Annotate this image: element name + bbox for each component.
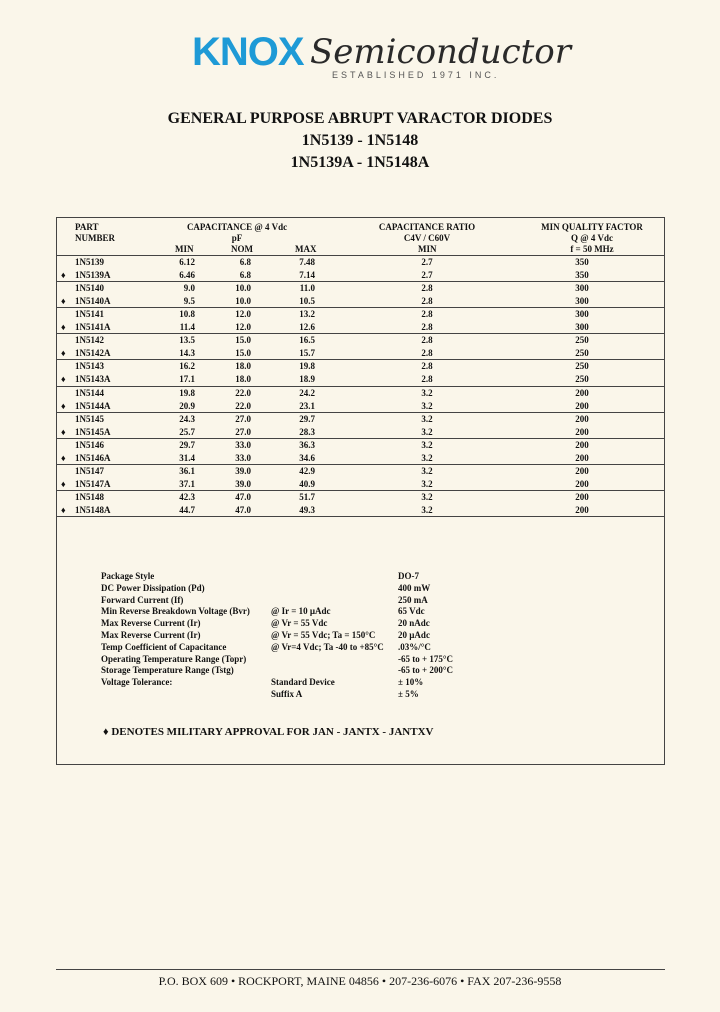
part-number: 1N5146A	[75, 452, 111, 463]
cap-nom: 27.0	[235, 426, 251, 437]
cap-max: 19.8	[299, 361, 315, 372]
part-range-1: 1N5139 - 1N5148	[301, 132, 419, 149]
cap-min: 44.7	[179, 504, 195, 515]
military-mark: ♦	[61, 426, 66, 437]
quality-factor: 200	[575, 478, 589, 489]
cap-max: 16.5	[299, 335, 315, 346]
military-mark: ♦	[61, 478, 66, 489]
cap-ratio: 3.2	[421, 491, 433, 502]
cap-min: 14.3	[179, 348, 195, 359]
logo-name: Semiconductor	[310, 32, 572, 72]
cap-max: 15.7	[299, 348, 315, 359]
cap-max: 34.6	[299, 452, 315, 463]
cap-ratio: 2.8	[421, 374, 433, 385]
spec-label: Package Style	[101, 571, 155, 581]
quality-factor: 200	[575, 400, 589, 411]
header-cap-line2: pF	[231, 233, 243, 243]
military-mark: ♦	[61, 296, 66, 307]
cap-ratio: 3.2	[421, 439, 433, 450]
table-row	[57, 491, 664, 503]
cap-max: 40.9	[299, 478, 315, 489]
part-number: 1N5142	[75, 335, 104, 346]
document-title: GENERAL PURPOSE ABRUPT VARACTOR DIODES	[167, 110, 553, 127]
part-number: 1N5139	[75, 257, 104, 267]
part-number: 1N5145	[75, 413, 104, 424]
part-number: 1N5140A	[75, 296, 111, 307]
spec-label: Max Reverse Current (Ir)	[101, 618, 201, 629]
quality-factor: 300	[575, 283, 589, 294]
cap-ratio: 3.2	[421, 426, 433, 437]
spec-label: Forward Current (If)	[101, 594, 184, 605]
part-number: 1N5147	[75, 465, 104, 476]
cap-nom: 47.0	[235, 491, 251, 502]
cap-min: 6.46	[179, 270, 195, 281]
header-quality	[512, 222, 672, 255]
spec-label: Max Reverse Current (Ir)	[101, 630, 201, 640]
footer-contact: P.O. BOX 609 • ROCKPORT, MAINE 04856 • 207-236-6076 • FAX 207-236-9558	[158, 974, 562, 988]
quality-factor: 350	[575, 270, 589, 281]
cap-ratio: 2.8	[421, 309, 433, 320]
quality-factor: 200	[575, 439, 589, 450]
spec-value: -65 to + 200°C	[398, 665, 453, 676]
table-row	[57, 347, 664, 359]
military-mark: ♦	[61, 374, 66, 385]
spec-row	[101, 688, 661, 700]
table-row	[57, 256, 664, 268]
cap-ratio: 3.2	[421, 504, 433, 515]
cap-nom: 12.0	[235, 322, 251, 333]
quality-factor: 200	[575, 452, 589, 463]
quality-factor: 200	[575, 387, 589, 398]
cap-ratio: 3.2	[421, 478, 433, 489]
cap-max: 51.7	[299, 491, 315, 502]
table-row	[57, 321, 664, 333]
table-row	[57, 308, 664, 320]
table-row	[57, 426, 664, 438]
quality-factor: 250	[575, 348, 589, 359]
cap-max: 49.3	[299, 504, 315, 515]
cap-nom: 33.0	[235, 452, 251, 463]
table-row	[57, 373, 664, 385]
spec-row	[101, 570, 661, 582]
spec-table-box	[56, 217, 665, 765]
cap-ratio: 3.2	[421, 465, 433, 476]
part-range-2: 1N5139A - 1N5148A	[290, 154, 430, 171]
spec-value: -65 to + 175°C	[398, 653, 453, 664]
table-row	[57, 413, 664, 425]
cap-ratio: 2.8	[421, 296, 433, 307]
cap-max: 42.9	[299, 465, 315, 476]
spec-condition: Standard Device	[271, 677, 335, 688]
spec-label: Temp Coefficient of Capacitance	[101, 641, 227, 652]
quality-factor: 200	[575, 413, 589, 424]
spec-label: Storage Temperature Range (Tstg)	[101, 665, 234, 676]
military-note: ♦ DENOTES MILITARY APPROVAL FOR JAN - JANTX - JANTXV	[103, 726, 434, 738]
logo-established: ESTABLISHED 1971 INC.	[332, 70, 500, 80]
quality-factor: 250	[575, 361, 589, 372]
table-row	[57, 465, 664, 477]
cap-max: 23.1	[299, 400, 315, 411]
cap-max: 13.2	[299, 309, 315, 320]
table-row	[57, 439, 664, 451]
part-number: 1N5139A	[75, 270, 111, 281]
spec-row	[101, 582, 661, 594]
cap-ratio: 2.8	[421, 361, 433, 372]
quality-factor: 300	[575, 296, 589, 307]
part-number: 1N5148A	[75, 504, 111, 515]
cap-nom: 15.0	[235, 335, 251, 346]
cap-ratio: 3.2	[421, 400, 433, 411]
cap-min: 13.5	[179, 335, 195, 346]
cap-min: 29.7	[179, 439, 195, 450]
cap-min: 11.4	[179, 322, 195, 333]
table-row	[57, 269, 664, 281]
spec-label: Operating Temperature Range (Topr)	[101, 653, 247, 664]
part-number: 1N5143A	[75, 374, 111, 385]
cap-min: 17.1	[179, 374, 195, 385]
part-number: 1N5141A	[75, 322, 111, 333]
spec-row	[101, 676, 661, 688]
header-ratio-line1: CAPACITANCE RATIO	[378, 222, 476, 232]
quality-factor: 250	[575, 335, 589, 346]
quality-factor: 350	[575, 257, 589, 267]
cap-nom: 27.0	[235, 413, 251, 424]
header-q-line3: f = 50 MHz	[570, 244, 614, 254]
table-row	[57, 295, 664, 307]
header-part-line1: PART	[75, 222, 99, 232]
part-number: 1N5143	[75, 361, 104, 372]
cap-max: 24.2	[299, 387, 315, 398]
cap-max: 7.14	[299, 270, 315, 281]
group-divider	[57, 516, 664, 517]
military-mark: ♦	[61, 504, 66, 515]
header-ratio	[367, 222, 487, 244]
part-number: 1N5146	[75, 439, 104, 450]
footer-divider	[56, 969, 665, 970]
cap-nom: 22.0	[235, 400, 251, 411]
header-q-line1: MIN QUALITY FACTOR	[541, 222, 643, 232]
cap-min: 6.12	[179, 257, 195, 267]
header-min: MIN	[175, 244, 194, 254]
cap-nom: 10.0	[235, 296, 251, 307]
cap-ratio: 2.8	[421, 348, 433, 359]
cap-nom: 6.8	[239, 270, 251, 281]
part-number: 1N5144	[75, 387, 104, 398]
spec-value: .03%/°C	[398, 641, 431, 652]
cap-ratio: 3.2	[421, 413, 433, 424]
spec-row	[101, 664, 661, 676]
spec-label: Voltage Tolerance:	[101, 677, 173, 688]
spec-row	[101, 629, 661, 641]
header-max: MAX	[295, 244, 317, 254]
spec-value: 400 mW	[398, 582, 431, 593]
cap-nom: 33.0	[235, 439, 251, 450]
quality-factor: 300	[575, 309, 589, 320]
cap-max: 10.5	[299, 296, 315, 307]
spec-value: 20 nAdc	[398, 618, 430, 629]
spec-row	[101, 605, 661, 617]
cap-min: 10.8	[179, 309, 195, 320]
cap-ratio: 2.7	[421, 257, 433, 267]
quality-factor: 200	[575, 465, 589, 476]
part-number: 1N5145A	[75, 426, 111, 437]
cap-nom: 22.0	[235, 387, 251, 398]
spec-value: 250 mA	[398, 594, 428, 605]
header-part-line2: NUMBER	[75, 233, 115, 243]
cap-nom: 6.8	[239, 257, 251, 267]
header-part	[75, 222, 115, 244]
cap-ratio: 2.8	[421, 283, 433, 294]
header-cap-line1: CAPACITANCE @ 4 Vdc	[186, 222, 288, 232]
spec-value: 65 Vdc	[398, 606, 425, 617]
header-q-line2: Q @ 4 Vdc	[571, 233, 613, 243]
table-row	[57, 504, 664, 516]
header-ratio-min: MIN	[418, 244, 437, 254]
military-mark: ♦	[61, 348, 66, 359]
cap-ratio: 2.7	[421, 270, 433, 281]
part-number: 1N5141	[75, 309, 104, 320]
cap-max: 28.3	[299, 426, 315, 437]
cap-min: 31.4	[179, 452, 195, 463]
cap-nom: 39.0	[235, 465, 251, 476]
cap-min: 24.3	[179, 413, 195, 424]
cap-min: 19.8	[179, 387, 195, 398]
cap-nom: 10.0	[235, 283, 251, 294]
cap-nom: 18.0	[235, 361, 251, 372]
table-row	[57, 400, 664, 412]
spec-condition: @ Ir = 10 µAdc	[271, 606, 331, 617]
cap-max: 36.3	[299, 439, 315, 450]
cap-nom: 39.0	[235, 478, 251, 489]
spec-row	[101, 594, 661, 606]
cap-min: 37.1	[179, 478, 195, 489]
company-logo	[192, 28, 572, 88]
cap-ratio: 2.8	[421, 322, 433, 333]
quality-factor: 200	[575, 491, 589, 502]
spec-value: ± 10%	[398, 677, 424, 688]
part-number: 1N5147A	[75, 478, 111, 489]
part-number: 1N5142A	[75, 348, 111, 359]
cap-min: 9.0	[183, 283, 195, 294]
spec-value: ± 5%	[398, 689, 419, 699]
military-mark: ♦	[61, 400, 66, 411]
cap-ratio: 2.8	[421, 335, 433, 346]
table-row	[57, 452, 664, 464]
military-mark: ♦	[61, 452, 66, 463]
spec-condition: @ Vr = 55 Vdc	[271, 618, 328, 629]
cap-max: 7.48	[299, 257, 315, 267]
table-row	[57, 478, 664, 490]
header-nom: NOM	[231, 244, 253, 254]
table-row	[57, 282, 664, 294]
part-number: 1N5140	[75, 283, 104, 294]
spec-label: DC Power Dissipation (Pd)	[101, 582, 205, 593]
cap-min: 16.2	[179, 361, 195, 372]
header-ratio-line2: C4V / C60V	[403, 233, 451, 243]
spec-row	[101, 653, 661, 665]
table-row	[57, 360, 664, 372]
spec-label: Min Reverse Breakdown Voltage (Bvr)	[101, 606, 250, 617]
military-mark: ♦	[61, 322, 66, 333]
logo-brand: KNOX	[192, 30, 304, 74]
cap-min: 42.3	[179, 491, 195, 502]
spec-condition: @ Vr=4 Vdc; Ta -40 to +85°C	[271, 641, 384, 652]
quality-factor: 300	[575, 322, 589, 333]
cap-min: 36.1	[179, 465, 195, 476]
cap-max: 11.0	[299, 283, 315, 294]
cap-min: 25.7	[179, 426, 195, 437]
cap-ratio: 3.2	[421, 452, 433, 463]
cap-nom: 18.0	[235, 374, 251, 385]
cap-ratio: 3.2	[421, 387, 433, 398]
cap-nom: 12.0	[235, 309, 251, 320]
quality-factor: 200	[575, 426, 589, 437]
part-number: 1N5148	[75, 491, 104, 502]
cap-max: 12.6	[299, 322, 315, 333]
quality-factor: 200	[575, 504, 589, 515]
part-number: 1N5144A	[75, 400, 111, 411]
quality-factor: 250	[575, 374, 589, 385]
header-capacitance	[177, 222, 297, 244]
spec-row	[101, 641, 661, 653]
cap-max: 18.9	[299, 374, 315, 385]
spec-row	[101, 617, 661, 629]
table-row	[57, 334, 664, 346]
cap-nom: 47.0	[235, 504, 251, 515]
cap-max: 29.7	[299, 413, 315, 424]
spec-condition: Suffix A	[271, 689, 303, 699]
spec-condition: @ Vr = 55 Vdc; Ta = 150°C	[271, 630, 376, 640]
cap-min: 9.5	[183, 296, 195, 307]
cap-min: 20.9	[179, 400, 195, 411]
military-mark: ♦	[61, 270, 66, 281]
table-row	[57, 387, 664, 399]
cap-nom: 15.0	[235, 348, 251, 359]
spec-value: 20 µAdc	[398, 630, 430, 640]
spec-value: DO-7	[398, 571, 419, 581]
